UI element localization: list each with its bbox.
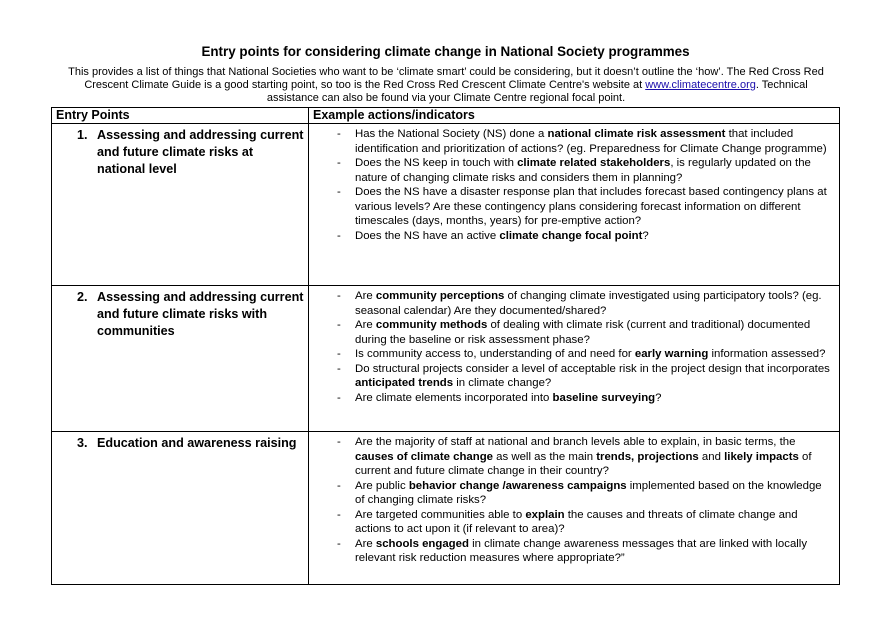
table-row: [52, 286, 840, 432]
column-header-entry-points: Entry Points: [52, 108, 309, 124]
action-text: Are climate elements incorporated into: [355, 391, 553, 404]
action-emphasis: climate related stakeholders: [517, 157, 671, 169]
action-text: Does the NS have an active: [355, 229, 500, 242]
action-text: of dealing with climate risk (current and traditional) documented during the baseline or risk assessment phase?: [355, 319, 811, 346]
action-text: in climate change awareness messages that are linked with locally relevant risk reduction measures where appropriate?”: [355, 537, 808, 564]
action-item: [335, 435, 833, 479]
entry-point-title: Assessing and addressing current and future climate risks at national level: [97, 128, 304, 176]
entry-number: 2.: [77, 290, 88, 304]
action-emphasis: trends, projections: [596, 450, 699, 463]
entry-point-cell: [52, 286, 309, 432]
action-text: Are: [355, 319, 376, 331]
action-text: Does the NS have a disaster response plan that includes forecast based contingency plans at various levels? Are these contingency plans considering forecast information on different timescales (days, months, years) for pre-emptive action?: [355, 186, 827, 227]
intro-paragraph: [60, 66, 832, 105]
action-emphasis: national climate risk assessment: [547, 128, 726, 140]
action-text: ?: [642, 229, 649, 242]
action-item: [335, 185, 833, 229]
action-item: [335, 127, 833, 156]
actions-list: [309, 286, 839, 405]
action-item: [335, 362, 833, 391]
action-emphasis: baseline surveying: [552, 391, 656, 404]
action-text: and: [698, 450, 725, 463]
table-row: [52, 432, 840, 585]
action-text: Are targeted communities able to: [355, 508, 526, 521]
action-emphasis: community methods: [375, 319, 488, 331]
entry-number: 3.: [77, 436, 88, 450]
action-emphasis: behavior change /awareness campaigns: [408, 479, 627, 492]
action-item: [335, 508, 833, 537]
action-emphasis: explain: [525, 508, 565, 521]
actions-cell: [309, 286, 840, 432]
table-row: [52, 124, 840, 286]
column-header-example-actions: Example actions/indicators: [309, 108, 840, 124]
action-item: [335, 391, 833, 406]
action-text: Is community access to, understanding of and need for: [355, 348, 635, 360]
action-item: [335, 156, 833, 185]
entry-point-title: Education and awareness raising: [97, 436, 297, 450]
entry-point-cell: [52, 124, 309, 286]
action-text: Do structural projects consider a level of acceptable risk in the project design that incorporates: [355, 362, 830, 375]
action-text: Are: [355, 290, 376, 302]
action-text: information assessed?: [708, 348, 826, 360]
action-item: [335, 229, 833, 244]
action-item: [335, 289, 833, 318]
action-text: Has the National Society (NS) done a: [355, 128, 548, 140]
action-item: [335, 347, 833, 362]
document-title: Entry points for considering climate change in National Society programmes: [201, 44, 690, 59]
action-text: the causes and threats of climate change and actions to act upon it (if relevant to area)?: [355, 508, 798, 535]
intro-text-end: . Technical assistance can also be found via your Climate Centre regional focal point.: [266, 79, 808, 104]
action-emphasis: anticipated trends: [355, 377, 454, 389]
table-header-row: [52, 108, 840, 124]
actions-list: [309, 432, 839, 566]
action-text: Are: [355, 537, 376, 550]
action-text: that included identification and prioritization of actions? (eg. Preparedness for Climate Change programme): [355, 128, 827, 155]
action-emphasis: climate change focal point: [499, 229, 643, 242]
action-emphasis: causes of climate change: [355, 450, 494, 463]
entry-point-title: Assessing and addressing current and future climate risks with communities: [97, 290, 304, 338]
actions-list: [309, 124, 839, 243]
action-text: , is regularly updated on the nature of changing climate risks and considers them in planning?: [355, 157, 811, 184]
action-emphasis: likely impacts: [724, 450, 799, 463]
action-text: as well as the main: [493, 450, 597, 463]
intro-text: This provides a list of things that National Societies who want to be ‘climate smart’ could be considering, but it doesn’t outline the ‘how’. The Red Cross Red Crescent Climate Guide is a good starting point, so too is the Red Cross Red Crescent Climate Centre's website at: [68, 66, 824, 91]
entry-points-table: [51, 107, 840, 585]
action-text: ?: [655, 391, 662, 404]
action-item: [335, 479, 833, 508]
action-item: [335, 318, 833, 347]
action-text: Are the majority of staff at national and branch levels able to explain, in basic terms, the: [355, 436, 796, 448]
action-text: Are public: [355, 479, 409, 492]
entry-number: 1.: [77, 128, 88, 142]
action-emphasis: early warning: [634, 348, 709, 360]
actions-cell: [309, 124, 840, 286]
action-text: implemented based on the knowledge of changing climate risks?: [355, 479, 822, 506]
entry-point-cell: [52, 432, 309, 585]
action-emphasis: schools engaged: [375, 537, 469, 550]
action-text: of current and future climate change in their country?: [355, 450, 812, 477]
climate-centre-link[interactable]: www.climatecentre.org: [645, 79, 756, 91]
action-text: of changing climate investigated using participatory tools? (eg. seasonal calendar) Are they documented/shared?: [355, 290, 822, 317]
action-text: Does the NS keep in touch with: [355, 157, 518, 169]
action-text: in climate change?: [453, 377, 552, 389]
action-item: [335, 537, 833, 566]
action-emphasis: community perceptions: [375, 290, 505, 302]
actions-cell: [309, 432, 840, 585]
